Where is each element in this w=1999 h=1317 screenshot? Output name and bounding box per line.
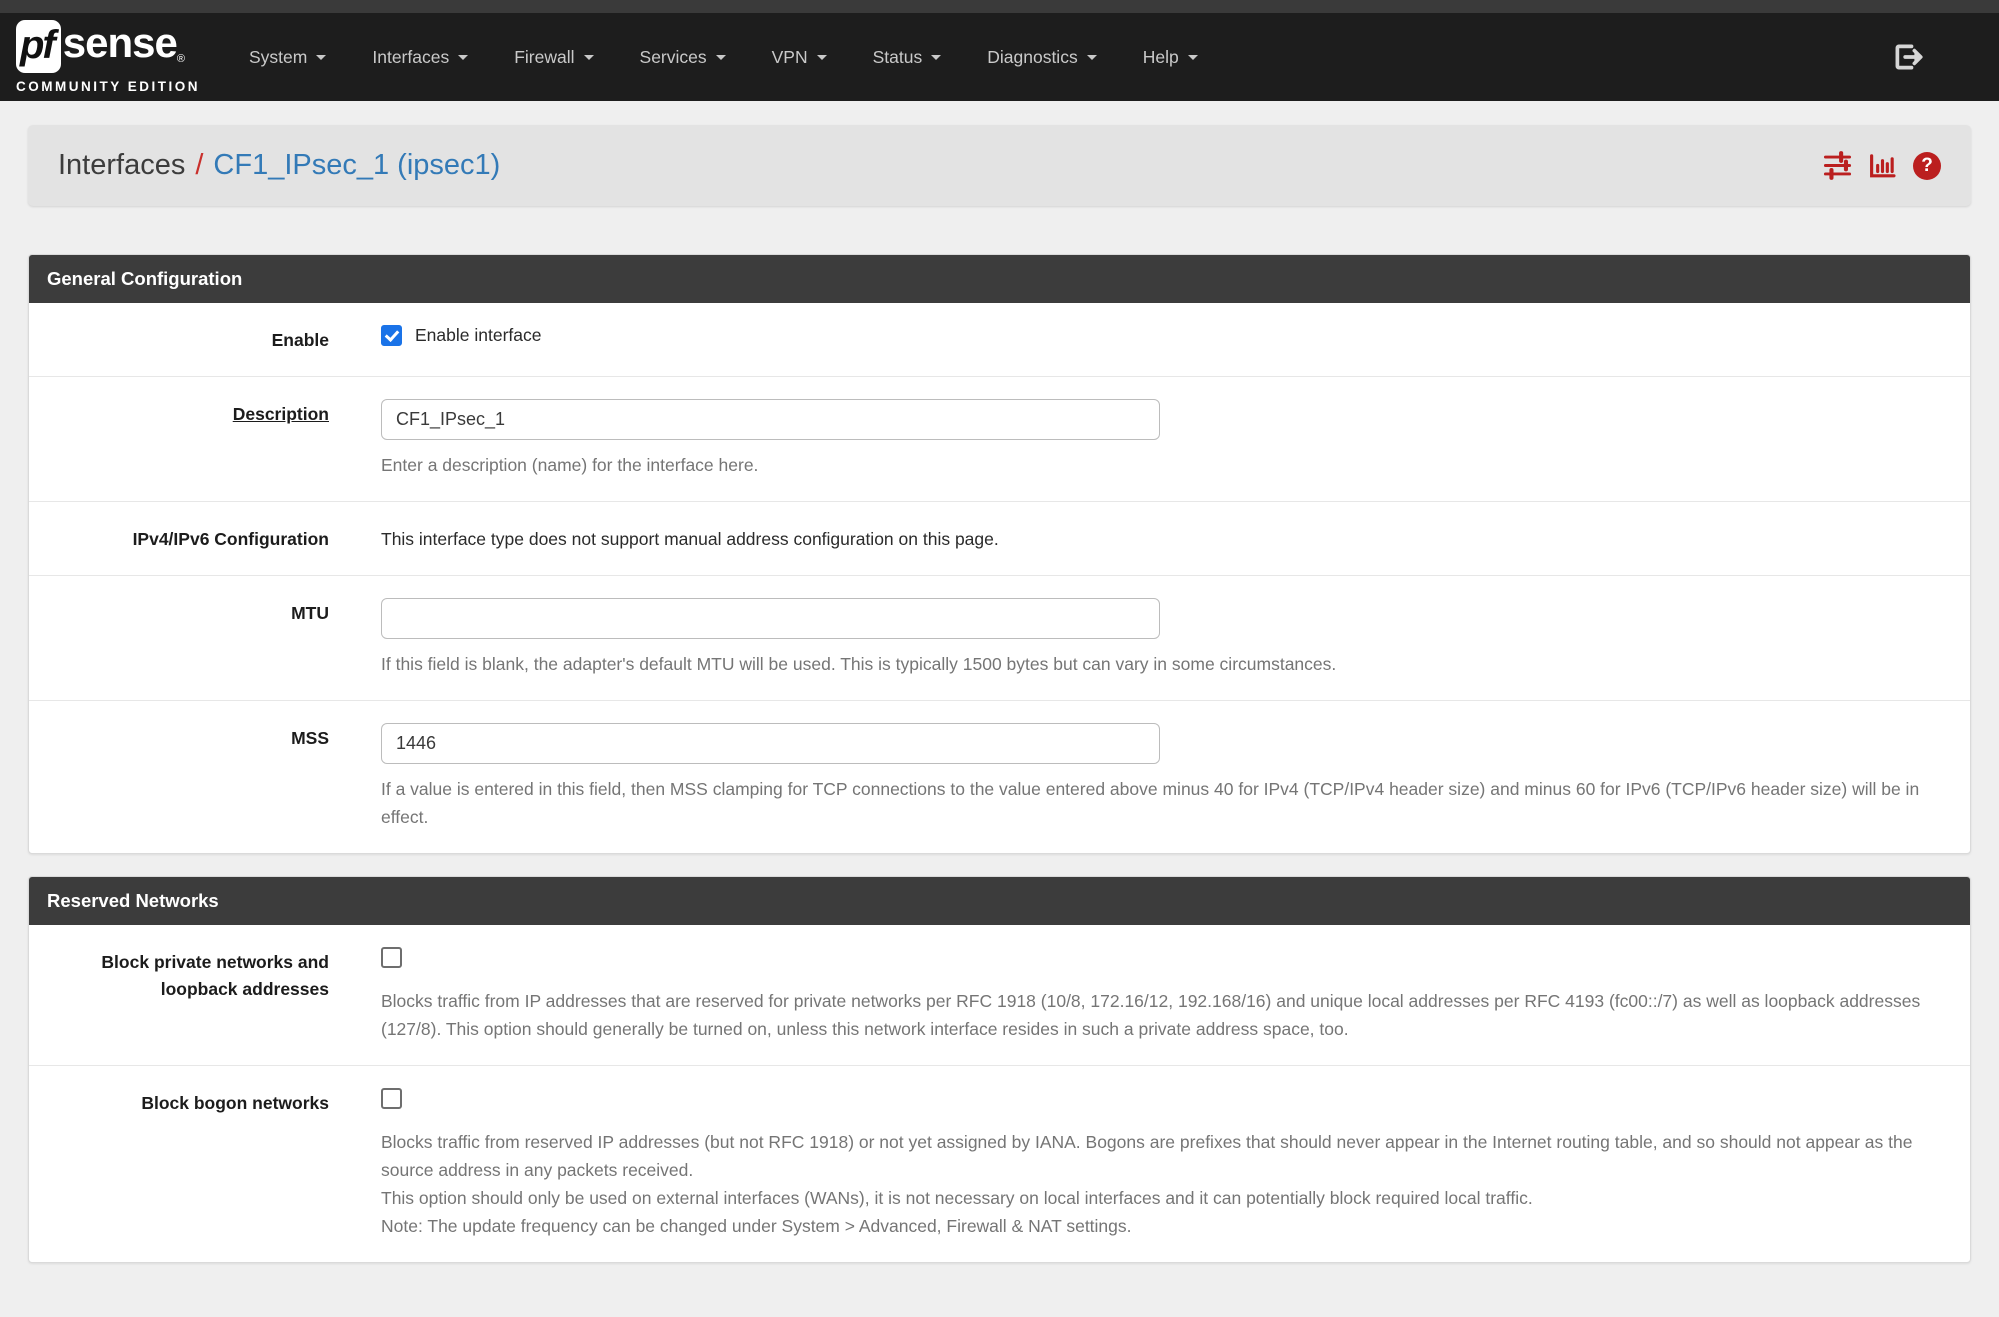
nav-item-label: VPN bbox=[771, 46, 808, 67]
mtu-label: MTU bbox=[291, 603, 329, 624]
enable-label: Enable bbox=[271, 330, 329, 350]
block-bogon-help-line: Blocks traffic from reserved IP addresses (but not RFC 1918) or not yet assigned by IANA. Bogons are prefixes that should never appear in the Internet routing table, and so should not appear as the source address in any packets received. bbox=[381, 1132, 1913, 1181]
logo-sense-text: sense bbox=[62, 19, 177, 66]
nav-item-label: Firewall bbox=[514, 46, 575, 67]
registered-mark: ® bbox=[176, 53, 185, 65]
nav-item-interfaces[interactable] bbox=[349, 37, 491, 78]
chevron-down-icon bbox=[1087, 55, 1097, 60]
nav-item-vpn[interactable] bbox=[749, 37, 850, 78]
breadcrumb-separator: / bbox=[195, 149, 204, 181]
panel-title: General Configuration bbox=[29, 255, 1970, 303]
breadcrumb-actions bbox=[1823, 151, 1941, 180]
main-navbar bbox=[0, 13, 1999, 101]
nav-item-system[interactable] bbox=[226, 37, 349, 78]
chevron-down-icon bbox=[458, 55, 468, 60]
block-private-row bbox=[29, 925, 1970, 1066]
mss-input[interactable] bbox=[381, 723, 1160, 764]
enable-row bbox=[29, 303, 1970, 377]
nav-item-label: Services bbox=[639, 46, 707, 67]
nav-item-services[interactable] bbox=[617, 37, 749, 78]
page-bottom-gap bbox=[0, 1263, 1999, 1277]
mtu-input[interactable] bbox=[381, 598, 1160, 639]
description-help-text: Enter a description (name) for the interface here. bbox=[381, 455, 759, 476]
nav-item-label: Diagnostics bbox=[987, 46, 1078, 67]
block-bogon-help-text bbox=[381, 1128, 1930, 1240]
nav-item-label: System bbox=[249, 46, 308, 67]
nav-item-diagnostics[interactable] bbox=[964, 37, 1119, 78]
breadcrumb-section: Interfaces bbox=[58, 149, 186, 181]
ip-configuration-label: IPv4/IPv6 Configuration bbox=[132, 529, 329, 550]
nav-item-label: Interfaces bbox=[372, 46, 450, 67]
block-private-checkbox[interactable] bbox=[381, 947, 402, 968]
chevron-down-icon bbox=[716, 55, 726, 60]
enable-interface-checkbox-label: Enable interface bbox=[415, 325, 542, 345]
block-private-label: Block private networks and loopback addresses bbox=[101, 952, 329, 1000]
chevron-down-icon bbox=[1188, 55, 1198, 60]
window-top-strip bbox=[0, 0, 1999, 13]
mss-label: MSS bbox=[291, 728, 329, 749]
chevron-down-icon bbox=[931, 55, 941, 60]
nav-menu bbox=[226, 37, 1221, 78]
mss-row bbox=[29, 701, 1970, 853]
mss-help-text: If a value is entered in this field, then MSS clamping for TCP connections to the value entered above minus 40 for IPv4 (TCP/IPv4 header size) and minus 60 for IPv6 (TCP/IPv6 header size) will be in effect. bbox=[381, 779, 1920, 828]
sliders-icon[interactable] bbox=[1823, 151, 1852, 180]
block-bogon-row bbox=[29, 1066, 1970, 1262]
breadcrumb bbox=[28, 125, 1971, 206]
general-configuration-panel bbox=[28, 254, 1971, 854]
description-label: Description bbox=[232, 404, 329, 425]
ip-configuration-row bbox=[29, 502, 1970, 576]
chevron-down-icon bbox=[817, 55, 827, 60]
panel-title: Reserved Networks bbox=[29, 877, 1970, 925]
reserved-networks-panel bbox=[28, 876, 1971, 1263]
description-input[interactable] bbox=[381, 399, 1160, 440]
block-private-help-text: Blocks traffic from IP addresses that are reserved for private networks per RFC 1918 (10/8, 172.16/12, 192.168/16) and unique local addresses per RFC 4193 (fc00::/7) as well as loopback addresses (127/8). This option should generally be turned on, unless this network interface resides in such a private address space, too. bbox=[381, 991, 1921, 1040]
mtu-help-text: If this field is blank, the adapter's default MTU will be used. This is typically 1500 bytes but can vary in some circumstances. bbox=[381, 654, 1337, 675]
nav-item-firewall[interactable] bbox=[491, 37, 616, 78]
pfsense-logo[interactable] bbox=[16, 20, 200, 94]
description-row bbox=[29, 377, 1970, 502]
enable-interface-checkbox[interactable] bbox=[381, 325, 402, 346]
sign-out-icon[interactable] bbox=[1891, 40, 1925, 74]
nav-item-label: Help bbox=[1142, 46, 1179, 67]
chart-bar-icon[interactable] bbox=[1868, 151, 1897, 180]
chevron-down-icon bbox=[316, 55, 326, 60]
logo-pf-mark: pf bbox=[16, 20, 61, 73]
block-bogon-help-line: This option should only be used on external interfaces (WANs), it is not necessary on local interfaces and it can potentially block required local traffic. bbox=[381, 1188, 1533, 1209]
enable-interface-checkbox-group bbox=[381, 325, 1930, 346]
nav-item-help[interactable] bbox=[1120, 37, 1221, 78]
nav-item-status[interactable] bbox=[850, 37, 965, 78]
chevron-down-icon bbox=[584, 55, 594, 60]
block-bogon-checkbox[interactable] bbox=[381, 1088, 402, 1109]
help-icon[interactable]: ? bbox=[1913, 152, 1941, 180]
logo-subtitle: COMMUNITY EDITION bbox=[16, 79, 200, 94]
ip-configuration-text: This interface type does not support manual address configuration on this page. bbox=[381, 529, 999, 550]
block-bogon-help-line: Note: The update frequency can be changed under System > Advanced, Firewall & NAT settings. bbox=[381, 1216, 1132, 1237]
nav-item-label: Status bbox=[872, 46, 923, 67]
breadcrumb-page-link[interactable]: CF1_IPsec_1 (ipsec1) bbox=[213, 149, 501, 181]
block-bogon-label: Block bogon networks bbox=[141, 1093, 329, 1114]
mtu-row bbox=[29, 576, 1970, 701]
